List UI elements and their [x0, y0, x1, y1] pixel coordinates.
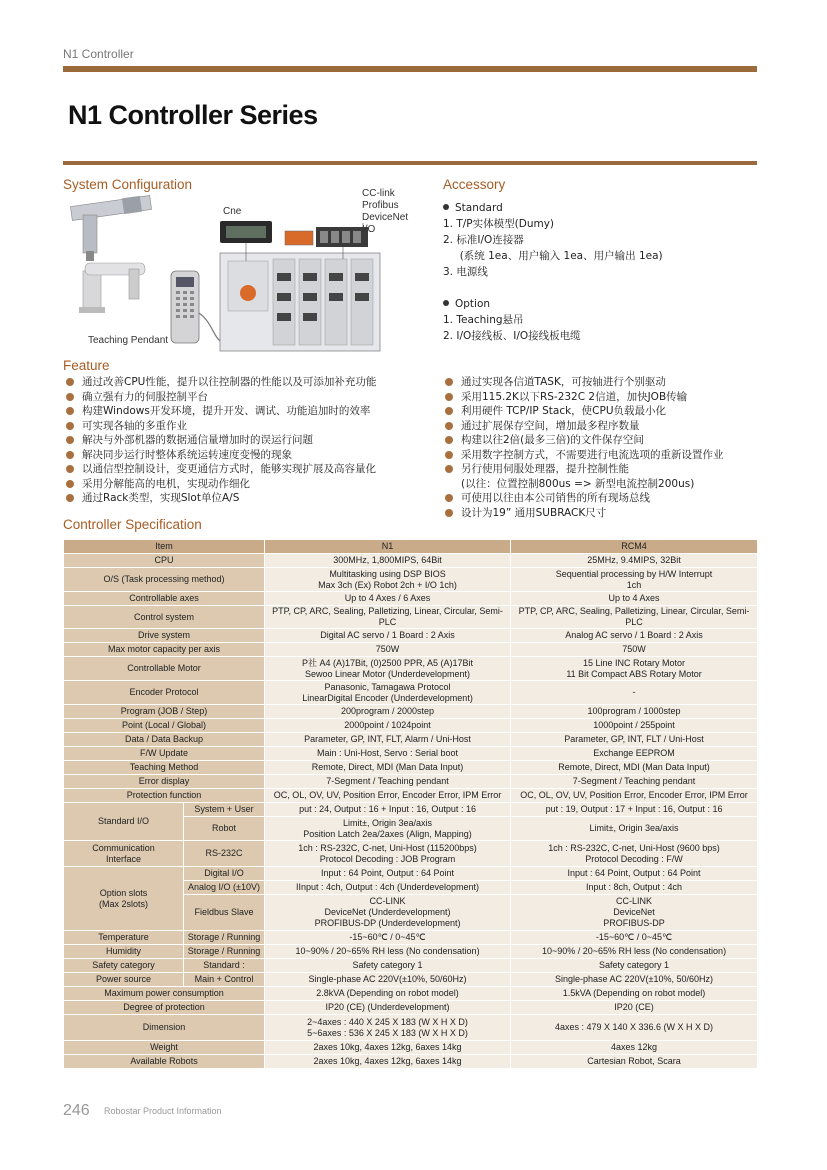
feature-bullet-icon — [66, 407, 74, 415]
feature-item: 采用115.2K以下RS-232C 2信道，加快JOB传输 — [445, 390, 724, 405]
spec-row — [64, 568, 758, 592]
feature-item: 另行使用伺服处理器，提升控制性能 — [445, 462, 724, 477]
spec-row — [64, 657, 758, 681]
spec-row — [64, 987, 758, 1001]
spec-item-label: Point (Local / Global) — [64, 719, 265, 733]
spec-n1-value: Remote, Direct, MDI (Man Data Input) — [265, 761, 511, 775]
spec-item-label: Drive system — [64, 629, 265, 643]
feature-bullet-icon — [66, 393, 74, 401]
spec-row — [64, 959, 758, 973]
accessory-standard-title: Standard — [443, 200, 663, 216]
spec-n1-value: Digital AC servo / 1 Board : 2 Axis — [265, 629, 511, 643]
spec-item-label: Controllable axes — [64, 592, 265, 606]
spec-row — [64, 867, 758, 881]
spec-item-label: Temperature — [64, 931, 184, 945]
spec-sub-label: Fieldbus Slave — [184, 895, 265, 931]
feature-item: 可实现各轴的多重作业 — [66, 419, 376, 434]
spec-n1-value: 2.8kVA (Depending on robot model) — [265, 987, 511, 1001]
spec-rcm4-value: 100program / 1000step — [511, 705, 758, 719]
feature-item: 通过实现各信道TASK，可按轴进行个别驱动 — [445, 375, 724, 390]
callout-network — [362, 188, 422, 236]
section-feature: Feature — [63, 358, 110, 373]
spec-sub-label: Main + Control — [184, 973, 265, 987]
feature-item: 设计为19” 通用SUBRACK尺寸 — [445, 506, 724, 521]
feature-item: 通过扩展保存空间，增加最多程序数量 — [445, 419, 724, 434]
spec-n1-value: 2000point / 1024point — [265, 719, 511, 733]
feature-bullet-icon — [445, 494, 453, 502]
spec-item-label: O/S (Task processing method) — [64, 568, 265, 592]
spec-rcm4-value: 1ch : RS-232C, C-net, Uni-Host (9600 bps) Protocol Decoding : F/W — [511, 841, 758, 867]
spec-row — [64, 775, 758, 789]
feature-bullet-icon — [445, 378, 453, 386]
controller-rack-image — [220, 253, 380, 351]
callout-network-profibus: Profibus — [362, 200, 399, 211]
spec-row — [64, 643, 758, 657]
spec-row — [64, 1001, 758, 1015]
spec-rcm4-value: CC-LINK DeviceNet PROFIBUS-DP — [511, 895, 758, 931]
feature-list-right — [445, 375, 724, 520]
spec-row — [64, 761, 758, 775]
callout-network-devicenet: DeviceNet — [362, 212, 409, 223]
feature-bullet-icon — [445, 451, 453, 459]
spec-item-label: Control system — [64, 606, 265, 629]
spec-item-label: Safety category — [64, 959, 184, 973]
spec-n1-value: IP20 (CE) (Underdevelopment) — [265, 1001, 511, 1015]
spec-item-label: Humidity — [64, 945, 184, 959]
feature-bullet-icon — [445, 509, 453, 517]
spec-row — [64, 554, 758, 568]
spec-n1-value: 10~90% / 20~65% RH less (No condensation) — [265, 945, 511, 959]
feature-item: 以通信型控制设计，变更通信方式时，能够实现扩展及高容量化 — [66, 462, 376, 477]
spec-rcm4-value: Up to 4 Axes — [511, 592, 758, 606]
spec-n1-value: 1ch : RS-232C, C-net, Uni-Host (115200bps) Protocol Decoding : JOB Program — [265, 841, 511, 867]
spec-n1-value: 300MHz, 1,800MIPS, 64Bit — [265, 554, 511, 568]
spec-n1-value: Single-phase AC 220V(±10%, 50/60Hz) — [265, 973, 511, 987]
spec-n1-value: 2~4axes : 440 X 245 X 183 (W X H X D) 5~6axes : 536 X 245 X 183 (W X H X D) — [265, 1015, 511, 1041]
spec-rcm4-value: 4axes 12kg — [511, 1041, 758, 1055]
accessory-standard-item: 2. 标准I/O连接器 — [443, 234, 524, 246]
spec-item-label: F/W Update — [64, 747, 265, 761]
footer-text: Robostar Product Information — [104, 1106, 222, 1116]
teaching-pendant-image — [171, 271, 223, 343]
feature-bullet-icon — [66, 422, 74, 430]
spec-sub-label: Analog I/O (±10V) — [184, 881, 265, 895]
spec-n1-value: Up to 4 Axes / 6 Axes — [265, 592, 511, 606]
spec-row — [64, 945, 758, 959]
spec-rcm4-value: IP20 (CE) — [511, 1001, 758, 1015]
spec-sub-label: RS-232C — [184, 841, 265, 867]
spec-n1-value: Panasonic, Tamagawa Protocol LinearDigital Encoder (Underdevelopment) — [265, 681, 511, 705]
spec-rcm4-value: 1000point / 255point — [511, 719, 758, 733]
feature-item: 通过改善CPU性能，提升以往控制器的性能以及可添加补充功能 — [66, 375, 376, 390]
spec-item-label: Dimension — [64, 1015, 265, 1041]
spec-item-label: Maximum power consumption — [64, 987, 265, 1001]
spec-header-item: Item — [64, 540, 265, 554]
spec-item-label: Weight — [64, 1041, 265, 1055]
spec-item-label: Encoder Protocol — [64, 681, 265, 705]
spec-item-label: Power source — [64, 973, 184, 987]
spec-row — [64, 606, 758, 629]
header-label: N1 Controller — [63, 47, 134, 61]
spec-rcm4-value: 15 Line INC Rotary Motor 11 Bit Compact ABS Rotary Motor — [511, 657, 758, 681]
section-accessory: Accessory — [443, 177, 506, 192]
feature-item: 确立强有力的伺服控制平台 — [66, 390, 376, 405]
spec-n1-value: 7-Segment / Teaching pendant — [265, 775, 511, 789]
spec-rcm4-value: Input : 8ch, Output : 4ch — [511, 881, 758, 895]
spec-rcm4-value: Safety category 1 — [511, 959, 758, 973]
spec-item-label: Available Robots — [64, 1055, 265, 1069]
feature-item: 解决与外部机器的数据通信量增加时的误运行问题 — [66, 433, 376, 448]
spec-row — [64, 803, 758, 817]
spec-rcm4-value: PTP, CP, ARC, Sealing, Palletizing, Linear, Circular, Semi-PLC — [511, 606, 758, 629]
accessory-list — [443, 200, 663, 344]
feature-item: 通过Rack类型，实现Slot单位A/S — [66, 491, 376, 506]
spec-item-label: Degree of protection — [64, 1001, 265, 1015]
title-rule — [63, 161, 757, 165]
accessory-option-item: 2. I/O接线板、I/O接线板电缆 — [443, 330, 581, 342]
spec-rcm4-value: Exchange EEPROM — [511, 747, 758, 761]
feature-bullet-icon — [66, 465, 74, 473]
spec-row — [64, 681, 758, 705]
feature-bullet-icon — [66, 451, 74, 459]
feature-item: 解决同步运行时整体系统运转速度变慢的现象 — [66, 448, 376, 463]
spec-n1-value: P社 A4 (A)17Bit, (0)2500 PPR, A5 (A)17Bit Sewoo Linear Motor (Underdevelopment) — [265, 657, 511, 681]
spec-rcm4-value: Single-phase AC 220V(±10%, 50/60Hz) — [511, 973, 758, 987]
accessory-option-item: 1. Teaching悬吊 — [443, 314, 524, 326]
spec-row — [64, 789, 758, 803]
feature-item: 利用硬件 TCP/IP Stack，使CPU负载最小化 — [445, 404, 724, 419]
feature-bullet-icon — [66, 494, 74, 502]
spec-item-label: Error display — [64, 775, 265, 789]
spec-rcm4-value: 750W — [511, 643, 758, 657]
feature-bullet-icon — [66, 480, 74, 488]
spec-item-label: Data / Data Backup — [64, 733, 265, 747]
spec-n1-value: CC-LINK DeviceNet (Underdevelopment) PROFIBUS-DP (Underdevelopment) — [265, 895, 511, 931]
spec-rcm4-value: 10~90% / 20~65% RH less (No condensation) — [511, 945, 758, 959]
callout-network-io: I/O — [362, 224, 376, 235]
spec-row — [64, 1041, 758, 1055]
callout-network-cc-link: CC-link — [362, 188, 395, 199]
spec-sub-label: Robot — [184, 817, 265, 841]
accessory-standard-item: 3. 电源线 — [443, 266, 488, 278]
spec-rcm4-value: Limit±, Origin 3ea/axis — [511, 817, 758, 841]
spec-rcm4-value: 1.5kVA (Depending on robot model) — [511, 987, 758, 1001]
network-module-image — [285, 227, 368, 247]
spec-item-label: Teaching Method — [64, 761, 265, 775]
spec-n1-value: 200program / 2000step — [265, 705, 511, 719]
spec-row — [64, 540, 758, 554]
spec-rcm4-value: -15~60℃ / 0~45℃ — [511, 931, 758, 945]
spec-n1-value: Limit±, Origin 3ea/axis Position Latch 2ea/2axes (Align, Mapping) — [265, 817, 511, 841]
feature-item: 采用分解能高的电机，实现动作细化 — [66, 477, 376, 492]
spec-item-label: Program (JOB / Step) — [64, 705, 265, 719]
spec-n1-value: PTP, CP, ARC, Sealing, Palletizing, Linear, Circular, Semi-PLC — [265, 606, 511, 629]
spec-n1-value: 750W — [265, 643, 511, 657]
spec-rcm4-value: OC, OL, OV, UV, Position Error, Encoder Error, IPM Error — [511, 789, 758, 803]
spec-rcm4-value: 25MHz, 9.4MIPS, 32Bit — [511, 554, 758, 568]
accessory-standard-item: (系统 1ea、用户输入 1ea、用户输出 1ea) — [443, 250, 663, 262]
spec-row — [64, 931, 758, 945]
feature-bullet-icon — [445, 422, 453, 430]
feature-bullet-icon — [445, 393, 453, 401]
spec-rcm4-value: 4axes : 479 X 140 X 336.6 (W X H X D) — [511, 1015, 758, 1041]
spec-rcm4-value: 7-Segment / Teaching pendant — [511, 775, 758, 789]
feature-bullet-icon — [445, 407, 453, 415]
spec-n1-value: Main : Uni-Host, Servo : Serial boot — [265, 747, 511, 761]
spec-n1-value: 2axes 10kg, 4axes 12kg, 6axes 14kg — [265, 1041, 511, 1055]
spec-row — [64, 592, 758, 606]
feature-item: 采用数字控制方式，不需要进行电流选项的重新设置作业 — [445, 448, 724, 463]
spec-row — [64, 705, 758, 719]
spec-rcm4-value: - — [511, 681, 758, 705]
callout-cne: Cne — [223, 206, 242, 217]
feature-bullet-icon — [66, 436, 74, 444]
feature-item: (以往：位置控制800us => 新型电流控制200us) — [461, 477, 695, 490]
spec-item-label: Communication Interface — [64, 841, 184, 867]
spec-rcm4-value: Remote, Direct, MDI (Man Data Input) — [511, 761, 758, 775]
system-configuration-illustration — [63, 188, 436, 355]
feature-item: 构建以往2倍(最多三倍)的文件保存空间 — [445, 433, 724, 448]
spec-rcm4-value: Input : 64 Point, Output : 64 Point — [511, 867, 758, 881]
feature-bullet-icon — [445, 436, 453, 444]
callout-teaching-pendant: Teaching Pendant — [88, 335, 169, 346]
page-number: 246 — [63, 1102, 90, 1119]
spec-sub-label: Storage / Running — [184, 931, 265, 945]
spec-n1-value: IInput : 4ch, Output : 4ch (Underdevelopment) — [265, 881, 511, 895]
feature-item: 构建Windows开发环境，提升开发、调试、功能追加时的效率 — [66, 404, 376, 419]
spec-row — [64, 629, 758, 643]
spec-rcm4-value: Cartesian Robot, Scara — [511, 1055, 758, 1069]
spec-item-label: CPU — [64, 554, 265, 568]
spec-sub-label: Storage / Running — [184, 945, 265, 959]
spec-item-label: Controllable Motor — [64, 657, 265, 681]
cartesian-robot-image — [70, 196, 151, 261]
page-title: N1 Controller Series — [68, 100, 318, 130]
spec-header-rcm4: RCM4 — [511, 540, 758, 554]
spec-row — [64, 1055, 758, 1069]
section-system-configuration: System Configuration — [63, 177, 193, 192]
spec-rcm4-value: put : 19, Output : 17 + Input : 16, Output : 16 — [511, 803, 758, 817]
spec-sub-label: Digital I/O — [184, 867, 265, 881]
spec-row — [64, 733, 758, 747]
spec-item-label: Protection function — [64, 789, 265, 803]
spec-item-label: Option slots (Max 2slots) — [64, 867, 184, 931]
spec-n1-value: Parameter, GP, INT, FLT, Alarm / Uni-Host — [265, 733, 511, 747]
accessory-option-title: Option — [443, 296, 663, 312]
spec-item-label: Standard I/O — [64, 803, 184, 841]
spec-n1-value: 2axes 10kg, 4axes 12kg, 6axes 14kg — [265, 1055, 511, 1069]
feature-bullet-icon — [445, 465, 453, 473]
spec-n1-value: Multitasking using DSP BIOS Max 3ch (Ex) Robot 2ch + I/O 1ch) — [265, 568, 511, 592]
feature-list-left — [66, 375, 376, 506]
section-controller-specification: Controller Specification — [63, 517, 202, 532]
spec-header-n1: N1 — [265, 540, 511, 554]
controller-spec-table — [63, 539, 758, 1069]
spec-rcm4-value: Analog AC servo / 1 Board : 2 Axis — [511, 629, 758, 643]
header-rule — [63, 66, 757, 72]
spec-n1-value: OC, OL, OV, UV, Position Error, Encoder Error, IPM Error — [265, 789, 511, 803]
spec-row — [64, 973, 758, 987]
spec-sub-label: System + User — [184, 803, 265, 817]
spec-n1-value: put : 24, Output : 16 + Input : 16, Output : 16 — [265, 803, 511, 817]
cne-display-image — [220, 221, 272, 243]
accessory-standard-item: 1. T/P实体模型(Dumy) — [443, 218, 555, 230]
feature-item: 可使用以往由本公司销售的所有现场总线 — [445, 491, 724, 506]
spec-sub-label: Standard : — [184, 959, 265, 973]
spec-row — [64, 719, 758, 733]
spec-n1-value: -15~60℃ / 0~45℃ — [265, 931, 511, 945]
feature-bullet-icon — [66, 378, 74, 386]
spec-rcm4-value: Parameter, GP, INT, FLT / Uni-Host — [511, 733, 758, 747]
spec-n1-value: Safety category 1 — [265, 959, 511, 973]
spec-row — [64, 747, 758, 761]
scara-robot-image — [79, 263, 145, 313]
spec-item-label: Max motor capacity per axis — [64, 643, 265, 657]
spec-n1-value: Input : 64 Point, Output : 64 Point — [265, 867, 511, 881]
spec-rcm4-value: Sequential processing by H/W Interrupt 1ch — [511, 568, 758, 592]
spec-row — [64, 841, 758, 867]
spec-row — [64, 1015, 758, 1041]
